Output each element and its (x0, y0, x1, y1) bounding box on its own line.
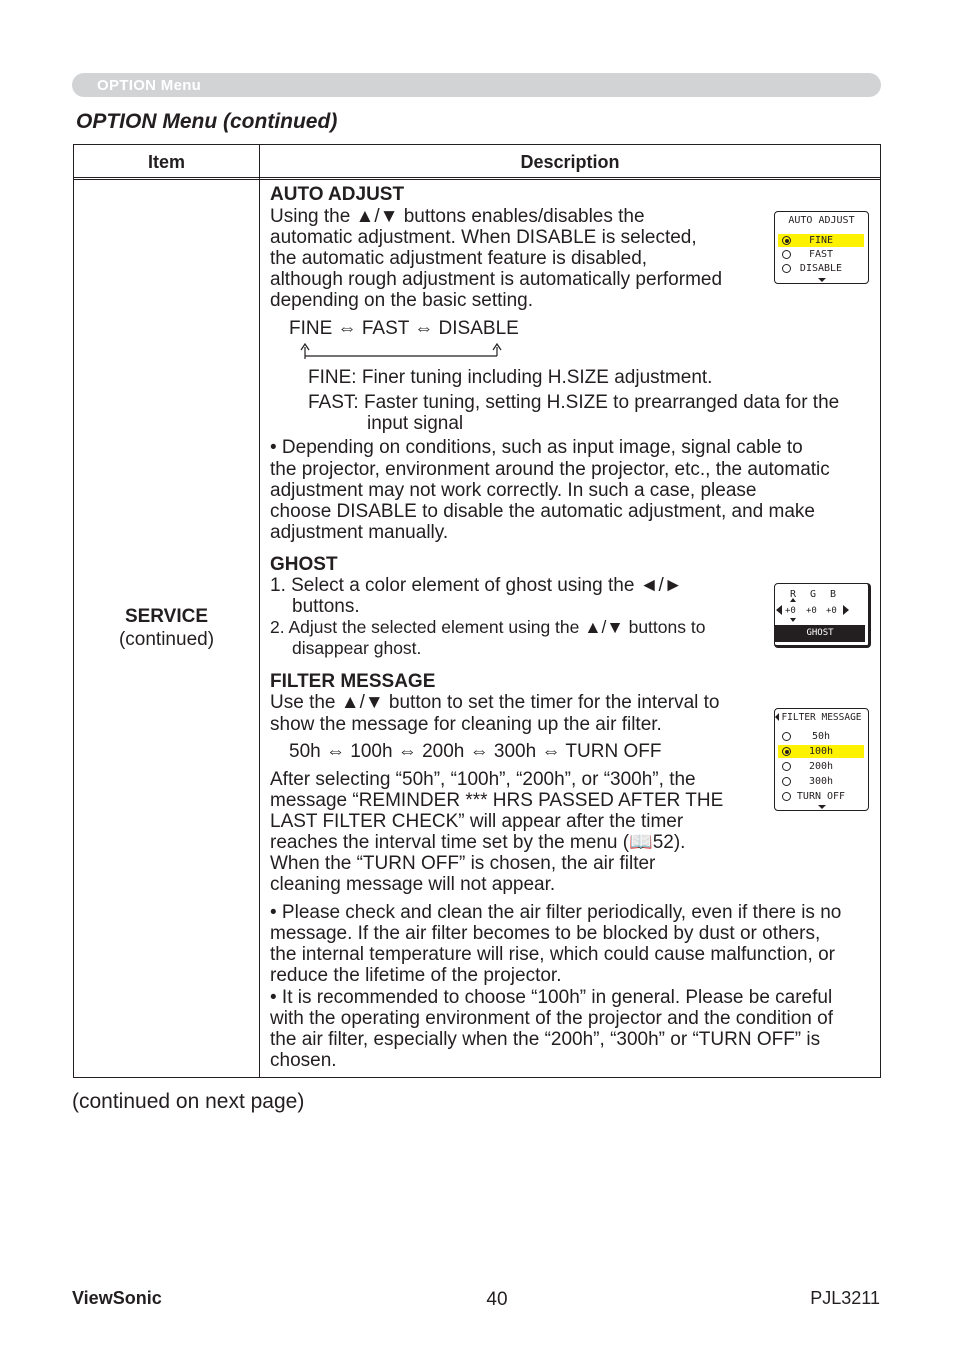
filter-message-panel (774, 708, 869, 811)
scroll-down-icon (818, 278, 826, 282)
filter-message-line-2: show the message for cleaning up the air filter. (270, 714, 662, 735)
filter-note-6: with the operating environment of the projector and the condition of (270, 1008, 833, 1029)
filter-note-4: reduce the lifetime of the projector. (270, 965, 562, 986)
continued-note: (continued on next page) (72, 1090, 305, 1113)
section-banner (72, 73, 881, 97)
filter-after-line-2: message “REMINDER *** HRS PASSED AFTER THE (270, 790, 724, 811)
panel-option-50h: 50h (778, 730, 864, 743)
ghost-name-bar: GHOST (775, 625, 865, 642)
left-arrow-icon (776, 605, 782, 615)
filter-message-line-1: Use the ▲/▼ button to set the timer for the interval to (270, 692, 720, 713)
table-header (74, 145, 880, 178)
ghost-panel (774, 583, 871, 648)
item-sub: (continued) (118, 629, 215, 650)
item-name: SERVICE (124, 606, 209, 627)
filter-message-cycle: 50h ⇔ 100h ⇔ 200h ⇔ 300h ⇔ TURN OFF (289, 741, 662, 762)
panel-option-100h: 100h (778, 745, 864, 758)
option-table (73, 144, 881, 1078)
footer-brand: ViewSonic (72, 1288, 162, 1308)
ghost-value-b: +0 (826, 606, 837, 616)
filter-after-line-4: reaches the interval time set by the menu (📖52). (270, 832, 686, 853)
panel-option-disable: DISABLE (778, 262, 864, 275)
fast-definition-cont: input signal (367, 413, 464, 434)
filter-note-3: the internal temperature will rise, which could cause malfunction, or (270, 944, 835, 965)
filter-note-8: chosen. (270, 1050, 337, 1071)
panel-title: FILTER MESSAGE (781, 712, 862, 723)
panel-option-turn-off: TURN OFF (778, 790, 864, 803)
up-arrow-icon (790, 598, 796, 602)
cycle-return-arrow (299, 341, 505, 361)
right-arrow-icon (843, 605, 849, 615)
fast-definition: FAST: Faster tuning, setting H.SIZE to prearranged data for the (308, 392, 840, 413)
down-arrow-icon (790, 618, 796, 622)
page-title: OPTION Menu (continued) (76, 110, 338, 133)
col-description-header: Description (520, 152, 620, 172)
ghost-step-2: 2. Adjust the selected element using the ▲/▼ buttons to (270, 617, 706, 637)
auto-adjust-cycle: FINE ⇔ FAST ⇔ DISABLE (289, 318, 519, 339)
filter-note-2: message. If the air filter becomes to be blocked by dust or others, (270, 923, 821, 944)
footer-model: PJL3211 (810, 1288, 880, 1308)
panel-option-fast: FAST (778, 248, 864, 261)
fine-definition: FINE: Finer tuning including H.SIZE adjustment. (308, 367, 713, 388)
col-item-header: Item (147, 152, 185, 172)
scroll-down-icon (818, 805, 826, 809)
auto-adjust-note-5: adjustment manually. (270, 522, 449, 543)
filter-after-line-5: When the “TURN OFF” is chosen, the air filter (270, 853, 656, 874)
auto-adjust-note-4: choose DISABLE to disable the automatic adjustment, and make (270, 501, 815, 522)
page-number: 40 (486, 1289, 508, 1310)
filter-note-5: • It is recommended to choose “100h” in general. Please be careful (270, 987, 833, 1008)
ghost-title: GHOST (270, 554, 338, 575)
auto-adjust-panel (774, 211, 869, 284)
auto-adjust-title: AUTO ADJUST (270, 184, 405, 205)
filter-after-line-3: LAST FILTER CHECK” will appear after the timer (270, 811, 684, 832)
filter-after-line-6: cleaning message will not appear. (270, 874, 556, 895)
auto-adjust-line-5: depending on the basic setting. (270, 290, 534, 311)
header-divider (74, 179, 880, 180)
filter-note-1: • Please check and clean the air filter periodically, even if there is no (270, 902, 842, 923)
item-cell (74, 605, 259, 651)
auto-adjust-note-2: the projector, environment around the projector, etc., the automatic (270, 459, 830, 480)
auto-adjust-note-3: adjustment may not work correctly. In such a case, please (270, 480, 757, 501)
auto-adjust-note-1: • Depending on conditions, such as input image, signal cable to (270, 437, 803, 458)
filter-note-7: the air filter, especially when the “200h”, “300h” or “TURN OFF” is (270, 1029, 821, 1050)
menu-label: OPTION Menu (97, 77, 202, 94)
panel-option-300h: 300h (778, 775, 864, 788)
ghost-label-b: B (830, 589, 837, 600)
filter-after-line-1: After selecting “50h”, “100h”, “200h”, or “300h”, the (270, 769, 696, 790)
ghost-label-r: R (790, 589, 797, 600)
ghost-step-2-cont: disappear ghost. (292, 638, 422, 658)
panel-option-fine: FINE (778, 234, 864, 247)
panel-title: AUTO ADJUST (788, 215, 855, 226)
ghost-step-1-cont: buttons. (292, 596, 360, 617)
panel-option-200h: 200h (778, 760, 864, 773)
column-divider (259, 145, 260, 1077)
auto-adjust-line-3: the automatic adjustment feature is disabled, (270, 248, 648, 269)
auto-adjust-line-1: Using the ▲/▼ buttons enables/disables the (270, 206, 645, 227)
ghost-step-1: 1. Select a color element of ghost using the ◄/► (270, 575, 683, 596)
auto-adjust-line-2: automatic adjustment. When DISABLE is selected, (270, 227, 697, 248)
filter-message-title: FILTER MESSAGE (270, 671, 436, 692)
auto-adjust-line-4: although rough adjustment is automatically performed (270, 269, 723, 290)
ghost-label-g: G (810, 589, 817, 600)
ghost-value-r: +0 (785, 606, 796, 616)
ghost-value-g: +0 (806, 606, 817, 616)
